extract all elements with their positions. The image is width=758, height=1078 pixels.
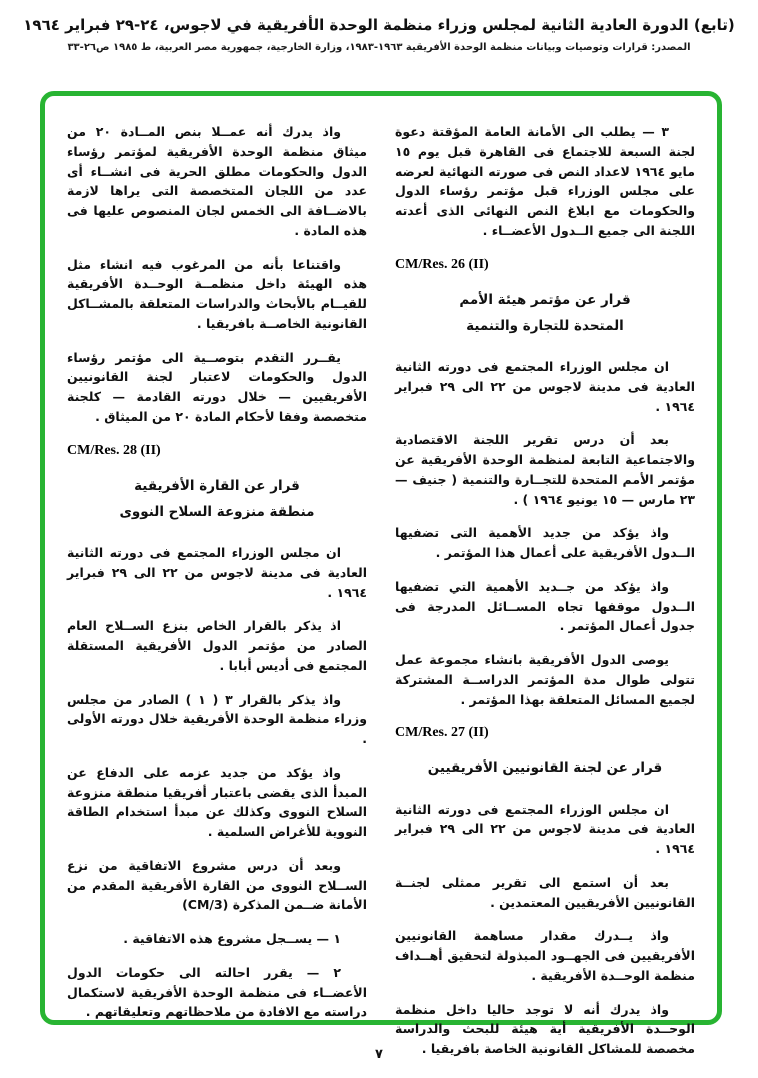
column-left: [67, 122, 367, 1020]
paragraph-item-3: ٣ — يطلب الى الأمانة العامة المؤقتة دعوة لجنة السبعة للاجتماع فى القاهرة قبل يوم ١٥ مايو ١٩٦٤ لاعداد النص فى صورته النهائية لعرضه على مجلس الوزراء قبل مؤتمر رؤساء الدول والحكومات مع ابلاغ النص النهائى الذى أعدته اللجنة الى جميع الــدول الأعضــاء .: [395, 124, 695, 238]
res26-paragraph-4: واذ يؤكد من جــديد الأهمية التي تضفيها الــدول موقفها تجاه المســائل المدرجة فى جدول أعمال المؤتمر .: [395, 578, 695, 634]
res26-paragraph-5: يوصى الدول الأفريقية بانشاء مجموعة عمل تتولى طوال مدة المؤتمر الدراســة المشتركة لجميع المسائل المتعلقة بهذا المؤتمر .: [395, 652, 695, 707]
document-title: (تابع) الدورة العادية الثانية لمجلس وزراء منظمة الوحدة الأفريقية في لاجوس، ٢٤-٢٩ فبراير ١٩٦٤: [23, 16, 735, 34]
res27-paragraph-1: ان مجلس الوزراء المجتمع فى دورته الثانية العادية فى مدينة لاجوس من ٢٢ الى ٢٩ فبراير ١٩٦٤ .: [395, 801, 695, 857]
res28-paragraph-5: وبعد أن درس مشروع الاتفاقية من نزع الســلاح النووى من القارة الأفريقية المقدم من الأمانة ضــمن المذكرة (CM/3): [67, 857, 367, 913]
res28-numbered-item-1: ١ — يســجل مشروع هذه الاتفاقية .: [123, 931, 341, 947]
left-paragraph-3: يقــرر التقدم بتوصــية الى مؤتمر رؤساء الدول والحكومات لاعتبار لجنة القانونيين الأفريقيين — خلال دورته القادمة — كلجنة متخصصة وفقا لأحكام المادة ٢٠ من الميثاق .: [67, 349, 367, 424]
resolution-ref-cm-res-26: CM/Res. 26 (II): [395, 256, 489, 272]
res26-paragraph-2: بعد أن درس تقرير اللجنة الاقتصادية والاجتماعية التابعة لمنظمة الوحدة الأفريقية عن مؤتمر الأمم المتحدة للتجــارة والتنمية ( جنيف — ٢٣ مارس — ١٥ يونيو ١٩٦٤ ) .: [395, 432, 695, 507]
res27-paragraph-2: بعد أن استمع الى تقرير ممثلى لجنــة القانونيين الأفريقيين المعتمدين .: [395, 874, 695, 910]
left-paragraph-2: واقتناعا بأنه من المرغوب فيه انشاء مثل هذه الهيئة داخل منظمــة الوحــدة الأفريقية للقيــام بالأبحاث والدراسات المتعلقة بالمشــاكل القانونية الخاصــة بافريقيا .: [67, 256, 367, 331]
resolution-27-heading: قرار عن لجنة القانونيين الأفريقيين: [427, 760, 663, 777]
resolution-28-heading: قرار عن القارة الأفريقية منطقة منزوعة السلاح النووى: [119, 477, 315, 520]
left-paragraph-1: واذ يدرك أنه عمــلا بنص المــادة ٢٠ من ميثاق منظمة الوحدة الأفريقية لمؤتمر رؤساء الدول والحكومات مطلق الحرية فى انشــاء أى عدد من اللجان المتخصصة التى يراها لازمة بالاضــافة الى الخمس لجان المنصوص عليها فى هذه المادة .: [67, 124, 367, 238]
green-border-frame: [40, 91, 722, 1057]
resolution-26-heading: قرار عن مؤتمر هيئة الأمم المتحدة للتجارة والتنمية: [459, 291, 631, 334]
res26-paragraph-1: ان مجلس الوزراء المجتمع فى دورته الثانية العادية فى مدينة لاجوس من ٢٢ الى ٢٩ فبراير ١٩٦٤ .: [395, 359, 695, 414]
res28-paragraph-2: اذ يذكر بالقرار الخاص بنزع الســلاح العام الصادر من مؤتمر الدول الأفريقية المستقلة المجتمع فى أديس أبابا .: [67, 618, 367, 673]
res27-paragraph-4: واذ يدرك أنه لا توجد حاليا داخل منظمة الوحــدة الأفريقية أية هيئة للبحث والدراسة مخصصة للمشاكل القانونية الخاصة بافريقيا .: [395, 1001, 695, 1057]
res28-paragraph-1: ان مجلس الوزراء المجتمع فى دورته الثانية العادية فى مدينة لاجوس من ٢٢ الى ٢٩ فبراير ١٩٦٤ .: [67, 545, 367, 600]
resolution-ref-cm-res-27: CM/Res. 27 (II): [395, 725, 489, 741]
res28-paragraph-4: واذ يؤكد من جديد عزمه على الدفاع عن المبدأ الذى يقضى باعتبار أفريقيا منطقة منزوعة السلاح النووى وكذلك عن مبدأ استخدام الطاقة النووية للأغراض السلمية .: [67, 764, 367, 840]
res28-paragraph-3: واذ يذكر بالقرار ٣ ( ١ ) الصادر من مجلس وزراء منظمة الوحدة الأفريقية خلال دورته الأولى .: [67, 691, 367, 747]
res28-numbered-item-2: ٢ — يقرر احالته الى حكومات الدول الأعضــاء فى منظمة الوحدة الأفريقية لاستكمال دراسته مع الافادة من ملاحظاتهم وتعليقاتهم .: [67, 964, 367, 1020]
page-number: ٧: [375, 1047, 383, 1062]
document-source-line: المصدر: قرارات وتوصيات وبيانات منظمة الوحدة الأفريقية ١٩٦٣-١٩٨٣، وزارة الخارجية، جمهورية مصر العربية، ط ١٩٨٥ ص٢٦-٣٣: [67, 42, 691, 53]
res26-paragraph-3: واذ يؤكد من جديد الأهمية التى تضفيها الــدول الأفريقية على أعمال هذا المؤتمر .: [395, 525, 695, 561]
res27-paragraph-3: واذ يــدرك مقدار مساهمة القانونيين الأفريقيين فى الجهــود المبذولة لتحقيق أهــداف منظمة الوحــدة الأفريقية .: [395, 928, 695, 983]
column-right: [395, 122, 695, 1057]
resolution-ref-cm-res-28: CM/Res. 28 (II): [67, 442, 161, 458]
document-header: [0, 16, 758, 53]
